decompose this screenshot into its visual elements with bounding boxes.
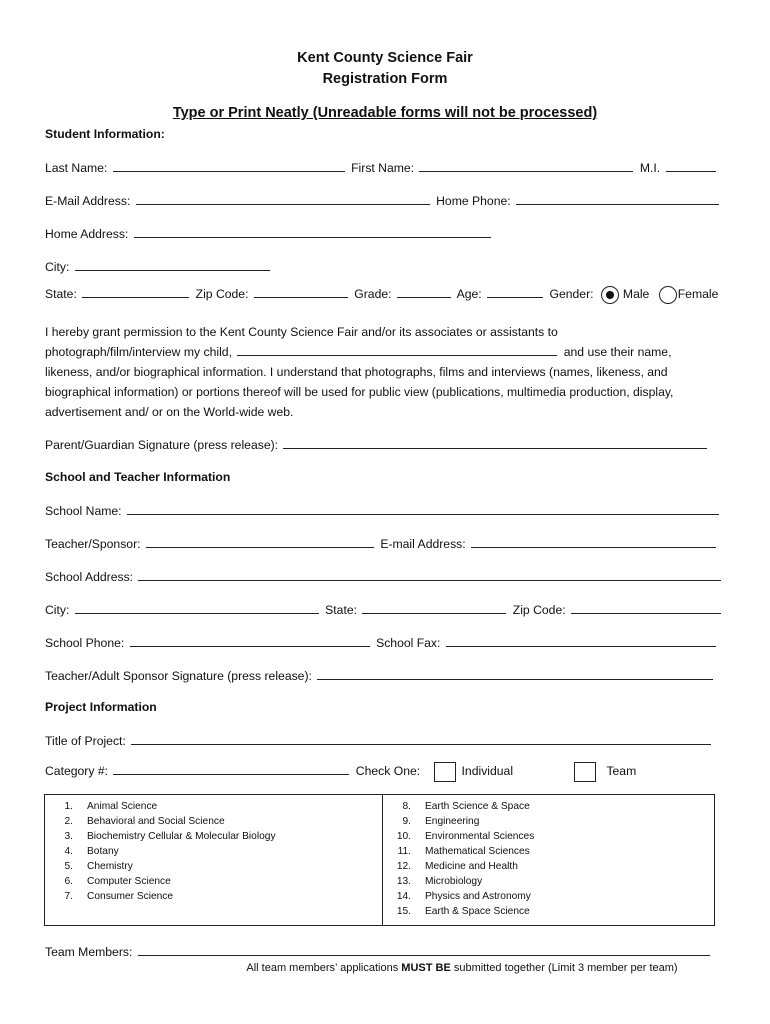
team-members-row (45, 944, 713, 959)
permission-line: advertisement and/ or on the World-wide web. (45, 405, 294, 419)
school-name-row (45, 503, 722, 518)
gender-label: Gender: (549, 287, 594, 302)
zip-label: Zip Code: (195, 287, 249, 302)
last-name-field[interactable] (113, 160, 345, 172)
category-name: Environmental Sciences (425, 831, 535, 842)
category-number: 9. (402, 816, 411, 827)
school-city-field[interactable] (75, 602, 319, 614)
category-item (387, 904, 534, 919)
category-item (49, 799, 276, 814)
teacher-label: Teacher/Sponsor: (45, 537, 141, 551)
category-number: 5. (64, 861, 73, 872)
team-note: All team members’ applications MUST BE submitted together (Limit 3 member per team) (246, 962, 678, 974)
category-item (387, 874, 534, 889)
form-subtitle: Registration Form (322, 71, 448, 87)
category-item (49, 814, 276, 829)
school-fax-label: School Fax: (376, 636, 441, 650)
gender-male-label: Male (622, 287, 650, 302)
category-number: 15. (396, 906, 411, 917)
form-title: Kent County Science Fair (297, 50, 473, 66)
individual-checkbox[interactable] (434, 762, 456, 782)
school-city-label: City: (45, 603, 70, 617)
category-number: 2. (64, 816, 73, 827)
parent-signature-field[interactable] (283, 437, 707, 449)
category-item (387, 799, 534, 814)
school-name-field[interactable] (127, 503, 719, 515)
school-state-label: State: (325, 603, 357, 617)
category-number: 7. (64, 891, 73, 902)
child-name-field[interactable] (237, 344, 557, 356)
email-phone-row (45, 193, 722, 208)
category-number: 3. (64, 831, 73, 842)
parent-signature-row (45, 437, 710, 452)
category-name: Chemistry (87, 861, 133, 872)
gender-female-label: Female (677, 287, 719, 302)
city-row (45, 259, 273, 274)
age-field[interactable] (487, 286, 543, 298)
category-name: Biochemistry Cellular & Molecular Biology (87, 831, 276, 842)
individual-label: Individual (461, 764, 514, 779)
team-label: Team (606, 764, 637, 779)
category-name: Microbiology (425, 876, 483, 887)
school-city-row (45, 602, 724, 617)
project-title-row (45, 733, 714, 748)
home-phone-label: Home Phone: (436, 194, 511, 208)
category-table (44, 794, 715, 926)
permission-line: I hereby grant permission to the Kent County Science Fair and/or its associates or assistants to (45, 325, 558, 339)
category-row (45, 762, 636, 782)
home-address-row (45, 226, 494, 241)
category-item (49, 829, 276, 844)
teacher-row (45, 536, 719, 551)
category-name: Mathematical Sciences (425, 846, 530, 857)
category-name: Animal Science (87, 801, 158, 812)
state-zip-grade-row (45, 286, 718, 304)
category-name: Engineering (425, 816, 480, 827)
team-members-label: Team Members: (45, 945, 133, 959)
grade-field[interactable] (397, 286, 451, 298)
permission-line: biographical information) or portions thereof will be used for public view (publications, multimedia production, display, (45, 385, 674, 399)
home-phone-field[interactable] (516, 193, 719, 205)
category-name: Computer Science (87, 876, 171, 887)
category-number: 13. (396, 876, 411, 887)
permission-line: photograph/film/interview my child, and use their name, (45, 345, 672, 359)
teacher-field[interactable] (146, 536, 374, 548)
category-name: Consumer Science (87, 891, 174, 902)
school-section-heading: School and Teacher Information (45, 470, 231, 484)
team-checkbox[interactable] (574, 762, 596, 782)
teacher-signature-row (45, 668, 716, 683)
city-label: City: (45, 260, 70, 274)
category-item (49, 889, 276, 904)
city-field[interactable] (75, 259, 270, 271)
category-name: Medicine and Health (425, 861, 518, 872)
category-name: Behavioral and Social Science (87, 816, 225, 827)
school-name-label: School Name: (45, 504, 122, 518)
category-number: 11. (397, 846, 411, 857)
project-title-field[interactable] (131, 733, 711, 745)
home-address-label: Home Address: (45, 227, 129, 241)
category-item (387, 829, 534, 844)
age-label: Age: (456, 287, 482, 302)
email-label: E-Mail Address: (45, 194, 131, 208)
category-number: 1. (64, 801, 73, 812)
category-table-divider (382, 795, 383, 925)
first-name-label: First Name: (351, 161, 415, 175)
last-name-label: Last Name: (45, 161, 108, 175)
state-field[interactable] (82, 286, 189, 298)
school-phone-field[interactable] (130, 635, 370, 647)
category-number: 14. (396, 891, 411, 902)
email-field[interactable] (136, 193, 430, 205)
middle-initial-label: M.I. (639, 161, 661, 175)
category-name: Earth & Space Science (425, 906, 530, 917)
category-item (387, 844, 534, 859)
school-address-label: School Address: (45, 570, 134, 584)
category-number: 12. (396, 861, 411, 872)
category-item (387, 814, 534, 829)
category-name: Physics and Astronomy (425, 891, 531, 902)
project-title-label: Title of Project: (45, 734, 126, 748)
team-members-field[interactable] (138, 944, 710, 956)
category-item (49, 844, 276, 859)
category-name: Botany (87, 846, 119, 857)
grade-label: Grade: (354, 287, 392, 302)
middle-initial-field[interactable] (666, 160, 716, 172)
permission-paragraph (45, 322, 735, 422)
zip-field[interactable] (254, 286, 348, 298)
school-phone-label: School Phone: (45, 636, 125, 650)
first-name-field[interactable] (419, 160, 633, 172)
category-item (49, 859, 276, 874)
category-list-right (387, 799, 534, 919)
category-item (387, 889, 534, 904)
check-one-label: Check One: (355, 764, 421, 779)
project-section-heading: Project Information (45, 700, 157, 714)
category-field[interactable] (113, 763, 349, 775)
gender-male-radio[interactable] (601, 286, 619, 304)
home-address-field[interactable] (134, 226, 491, 238)
category-item (387, 859, 534, 874)
teacher-email-label: E-mail Address: (380, 537, 466, 551)
category-name: Earth Science & Space (425, 801, 530, 812)
category-number: 4. (64, 846, 73, 857)
school-fax-field[interactable] (446, 635, 716, 647)
student-section-heading: Student Information: (45, 127, 165, 141)
teacher-email-field[interactable] (471, 536, 716, 548)
teacher-signature-label: Teacher/Adult Sponsor Signature (press release): (45, 669, 312, 683)
school-address-field[interactable] (138, 569, 721, 581)
school-phone-row (45, 635, 719, 650)
school-zip-label: Zip Code: (512, 603, 566, 617)
category-number: 10. (396, 831, 411, 842)
state-label: State: (45, 287, 77, 302)
category-label: Category #: (45, 764, 109, 779)
name-row (45, 160, 719, 175)
school-zip-field[interactable] (571, 602, 721, 614)
form-instruction: Type or Print Neatly (Unreadable forms will not be processed) (172, 105, 598, 121)
category-number: 6. (64, 876, 73, 887)
category-list-left (49, 799, 276, 904)
category-number: 8. (402, 801, 411, 812)
category-item (49, 874, 276, 889)
gender-female-radio[interactable] (659, 286, 677, 304)
teacher-signature-field[interactable] (317, 668, 713, 680)
parent-signature-label: Parent/Guardian Signature (press release): (45, 438, 279, 452)
permission-line: likeness, and/or biographical information. I understand that photographs, films and interviews (names, likeness, and (45, 365, 668, 379)
school-state-field[interactable] (362, 602, 506, 614)
school-address-row (45, 569, 724, 584)
